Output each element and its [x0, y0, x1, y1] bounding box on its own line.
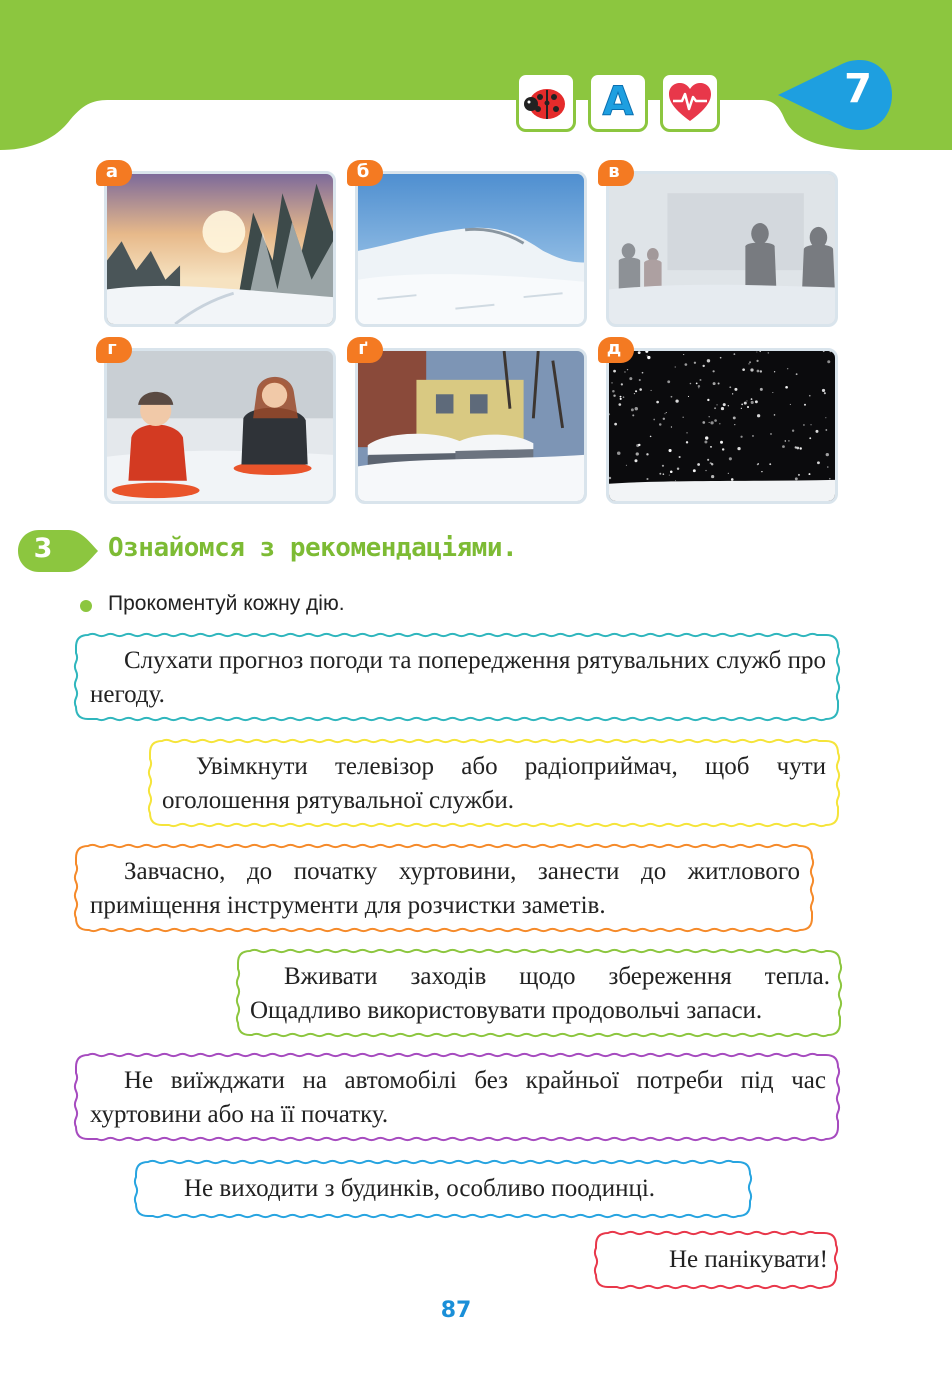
recommendation-text-5: Не виїжджати на автомобілі без крайньої потреби під час хуртовини або на її початку.	[90, 1067, 826, 1128]
bullet-dot	[80, 600, 92, 612]
photo-tag-g-ukr: ґ	[347, 337, 383, 363]
recommendation-text-7: Не панікувати!	[668, 1246, 828, 1273]
photo-tag-g: г	[96, 337, 132, 363]
heart-pulse-icon	[660, 72, 720, 132]
letter-a-text: A	[602, 79, 634, 125]
recommendation-box-6	[134, 1160, 752, 1218]
night-snowfall-photo	[606, 348, 838, 504]
chapter-number: 7	[844, 66, 872, 112]
photo-tag-d: д	[598, 337, 634, 363]
task-number: 3	[33, 533, 53, 564]
recommendation-box-4	[236, 949, 842, 1037]
photo-tag-v: в	[598, 160, 634, 186]
recommendation-text-3: Завчасно, до початку хуртовини, занести до житлового приміщення інструменти для розчистки заметів.	[90, 858, 800, 919]
children-sledding-photo	[104, 348, 336, 504]
recommendation-box-5	[74, 1053, 840, 1141]
recommendation-text-6: Не виходити з будинків, особливо поодинці.	[184, 1175, 656, 1202]
recommendation-box-2	[148, 739, 840, 827]
recommendation-text-2: Увімкнути телевізор або радіоприймач, щоб чути оголошення рятувальної служби.	[162, 753, 826, 814]
snow-covered-hill-photo	[355, 171, 587, 327]
recommendation-text-4: Вживати заходів щодо збереження тепла. Ощадливо використовувати продовольчі запаси.	[250, 963, 830, 1024]
ladybug-icon	[516, 72, 576, 132]
recommendation-box-7	[594, 1231, 838, 1289]
bullet-text: Прокоментуй кожну дію.	[108, 592, 345, 615]
task-title: Ознайомся з рекомендаціями.	[108, 533, 518, 563]
page-number: 87	[440, 1298, 472, 1323]
photo-tag-a: а	[96, 160, 132, 186]
recommendation-box-3	[74, 844, 814, 932]
letter-a-icon	[588, 72, 648, 132]
recommendation-text-1: Слухати прогноз погоди та попередження рятувальних служб про негоду.	[90, 647, 826, 708]
snowy-forest-sunset-photo	[104, 171, 336, 327]
recommendation-box-1	[74, 633, 840, 721]
blizzard-people-walking-photo	[606, 171, 838, 327]
snow-covered-cars-photo	[355, 348, 587, 504]
photo-tag-b: б	[347, 160, 383, 186]
